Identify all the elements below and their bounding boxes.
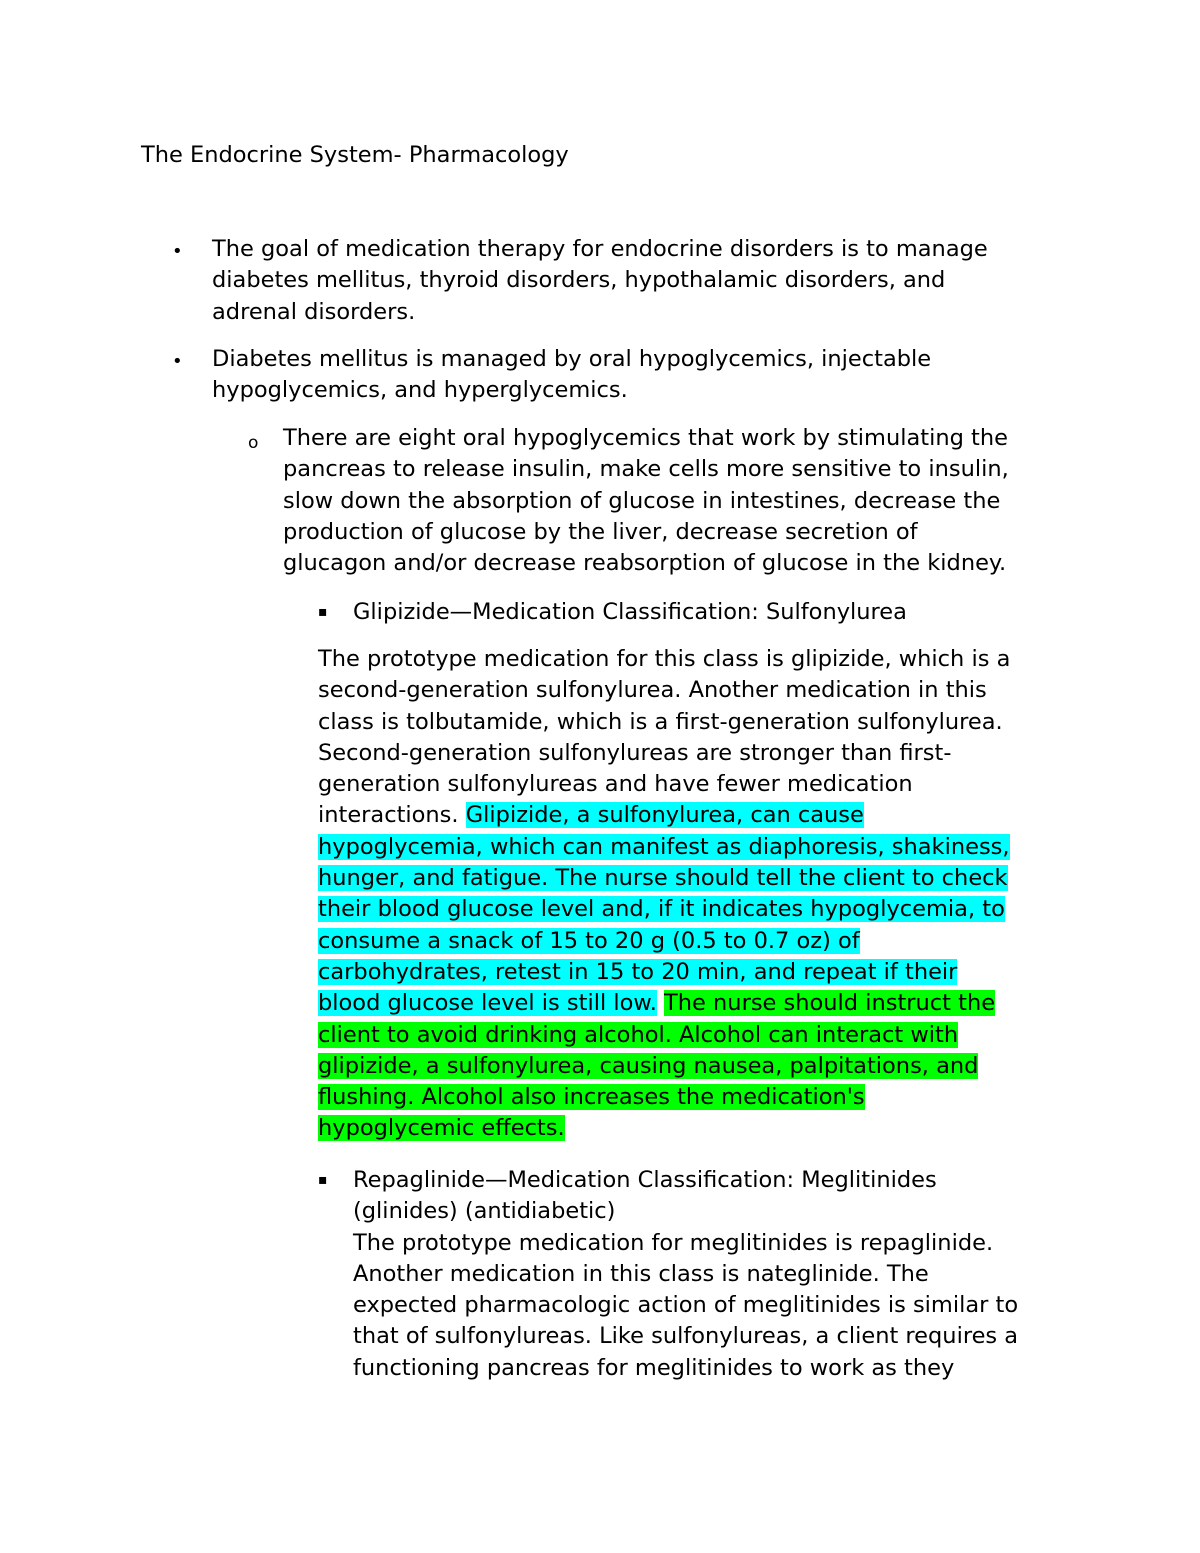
highlight-green: glipizide, a sulfonylurea, causing nausea, palpitations, and [318, 1052, 979, 1079]
text-line [318, 894, 1178, 925]
text-span [657, 990, 664, 1016]
paragraph-diabetes [212, 344, 1112, 407]
text-line: Another medication in this class is nateglinide. The [353, 1260, 929, 1287]
text-line: Second-generation sulfonylureas are stronger than first- [318, 739, 952, 766]
bullet-disc: • [172, 351, 183, 372]
text-line: slow down the absorption of glucose in intestines, decrease the [283, 487, 1001, 514]
text-line: hypoglycemics, and hyperglycemics. [212, 377, 628, 404]
text-line: second-generation sulfonylurea. Another medication in this [318, 677, 987, 704]
text-line [318, 1020, 1178, 1051]
text-line: There are eight oral hypoglycemics that work by stimulating the [283, 425, 1008, 451]
text-line: expected pharmacologic action of meglitinides is similar to [353, 1292, 1019, 1319]
highlight-cyan: carbohydrates, retest in 15 to 20 min, and repeat if their [318, 958, 958, 985]
text-line [318, 1051, 1178, 1082]
text-line: that of sulfonylureas. Like sulfonylureas, a client requires a [353, 1323, 1019, 1350]
glipizide-paragraph [318, 644, 1178, 1145]
highlight-cyan: consume a snack of 15 to 20 g (0.5 to 0.7 oz) of [318, 927, 860, 954]
text-line [318, 957, 1178, 988]
highlight-cyan: their blood glucose level and, if it indicates hypoglycemia, to [318, 896, 1005, 923]
highlight-cyan: blood glucose level is still low. [318, 990, 657, 1017]
text-line [318, 863, 1178, 894]
highlight-cyan: hunger, and fatigue. The nurse should tell the client to check [318, 865, 1008, 892]
text-line: The prototype medication for this class is glipizide, which is a [318, 646, 1011, 672]
bullet-square: ▪ [318, 604, 328, 620]
paragraph-oral-hypoglycemics [283, 423, 1163, 579]
text-line: class is tolbutamide, which is a first-generation sulfonylurea. [318, 708, 1003, 735]
highlight-cyan: hypoglycemia, which can manifest as diaphoresis, shakiness, [318, 833, 1010, 860]
text-line: functioning pancreas for meglitinides to work as they [353, 1354, 955, 1381]
text-line [318, 832, 1178, 863]
text-line: diabetes mellitus, thyroid disorders, hypothalamic disorders, and [212, 267, 946, 294]
repaglinide-section [353, 1165, 1173, 1384]
text-line [318, 988, 1178, 1019]
text-line: glucagon and/or decrease reabsorption of glucose in the kidney. [283, 550, 1007, 577]
text-span: interactions. [318, 802, 466, 829]
bullet-disc: • [172, 241, 183, 262]
text-line: The prototype medication for meglitinides is repaglinide. [353, 1229, 994, 1256]
text-line [318, 1113, 1178, 1144]
repaglinide-heading-cont: (glinides) (antidiabetic) [353, 1198, 616, 1225]
highlight-cyan: Glipizide, a sulfonylurea, can cause [465, 802, 864, 829]
text-line [318, 800, 1178, 831]
bullet-square: ▪ [318, 1172, 328, 1188]
text-line: pancreas to release insulin, make cells more sensitive to insulin, [283, 456, 1009, 483]
text-line [318, 1082, 1178, 1113]
text-line: generation sulfonylureas and have fewer medication [318, 771, 913, 798]
text-line: adrenal disorders. [212, 298, 416, 325]
highlight-green: hypoglycemic effects. [318, 1115, 565, 1142]
highlight-green: client to avoid drinking alcohol. Alcohol can interact with [318, 1021, 959, 1048]
text-line: Diabetes mellitus is managed by oral hypoglycemics, injectable [212, 346, 932, 372]
glipizide-heading: Glipizide—Medication Classification: Sulfonylurea [353, 599, 907, 625]
paragraph-goal [212, 234, 1112, 328]
bullet-circle: o [248, 433, 259, 453]
repaglinide-heading: Repaglinide—Medication Classification: Meglitinides [353, 1167, 937, 1193]
text-line [318, 926, 1178, 957]
document-title: The Endocrine System- Pharmacology [141, 142, 569, 168]
highlight-green: flushing. Alcohol also increases the medication's [318, 1084, 865, 1111]
highlight-green: The nurse should instruct the [664, 990, 996, 1017]
text-line: production of glucose by the liver, decrease secretion of [283, 518, 918, 545]
text-line: The goal of medication therapy for endocrine disorders is to manage [212, 236, 988, 262]
